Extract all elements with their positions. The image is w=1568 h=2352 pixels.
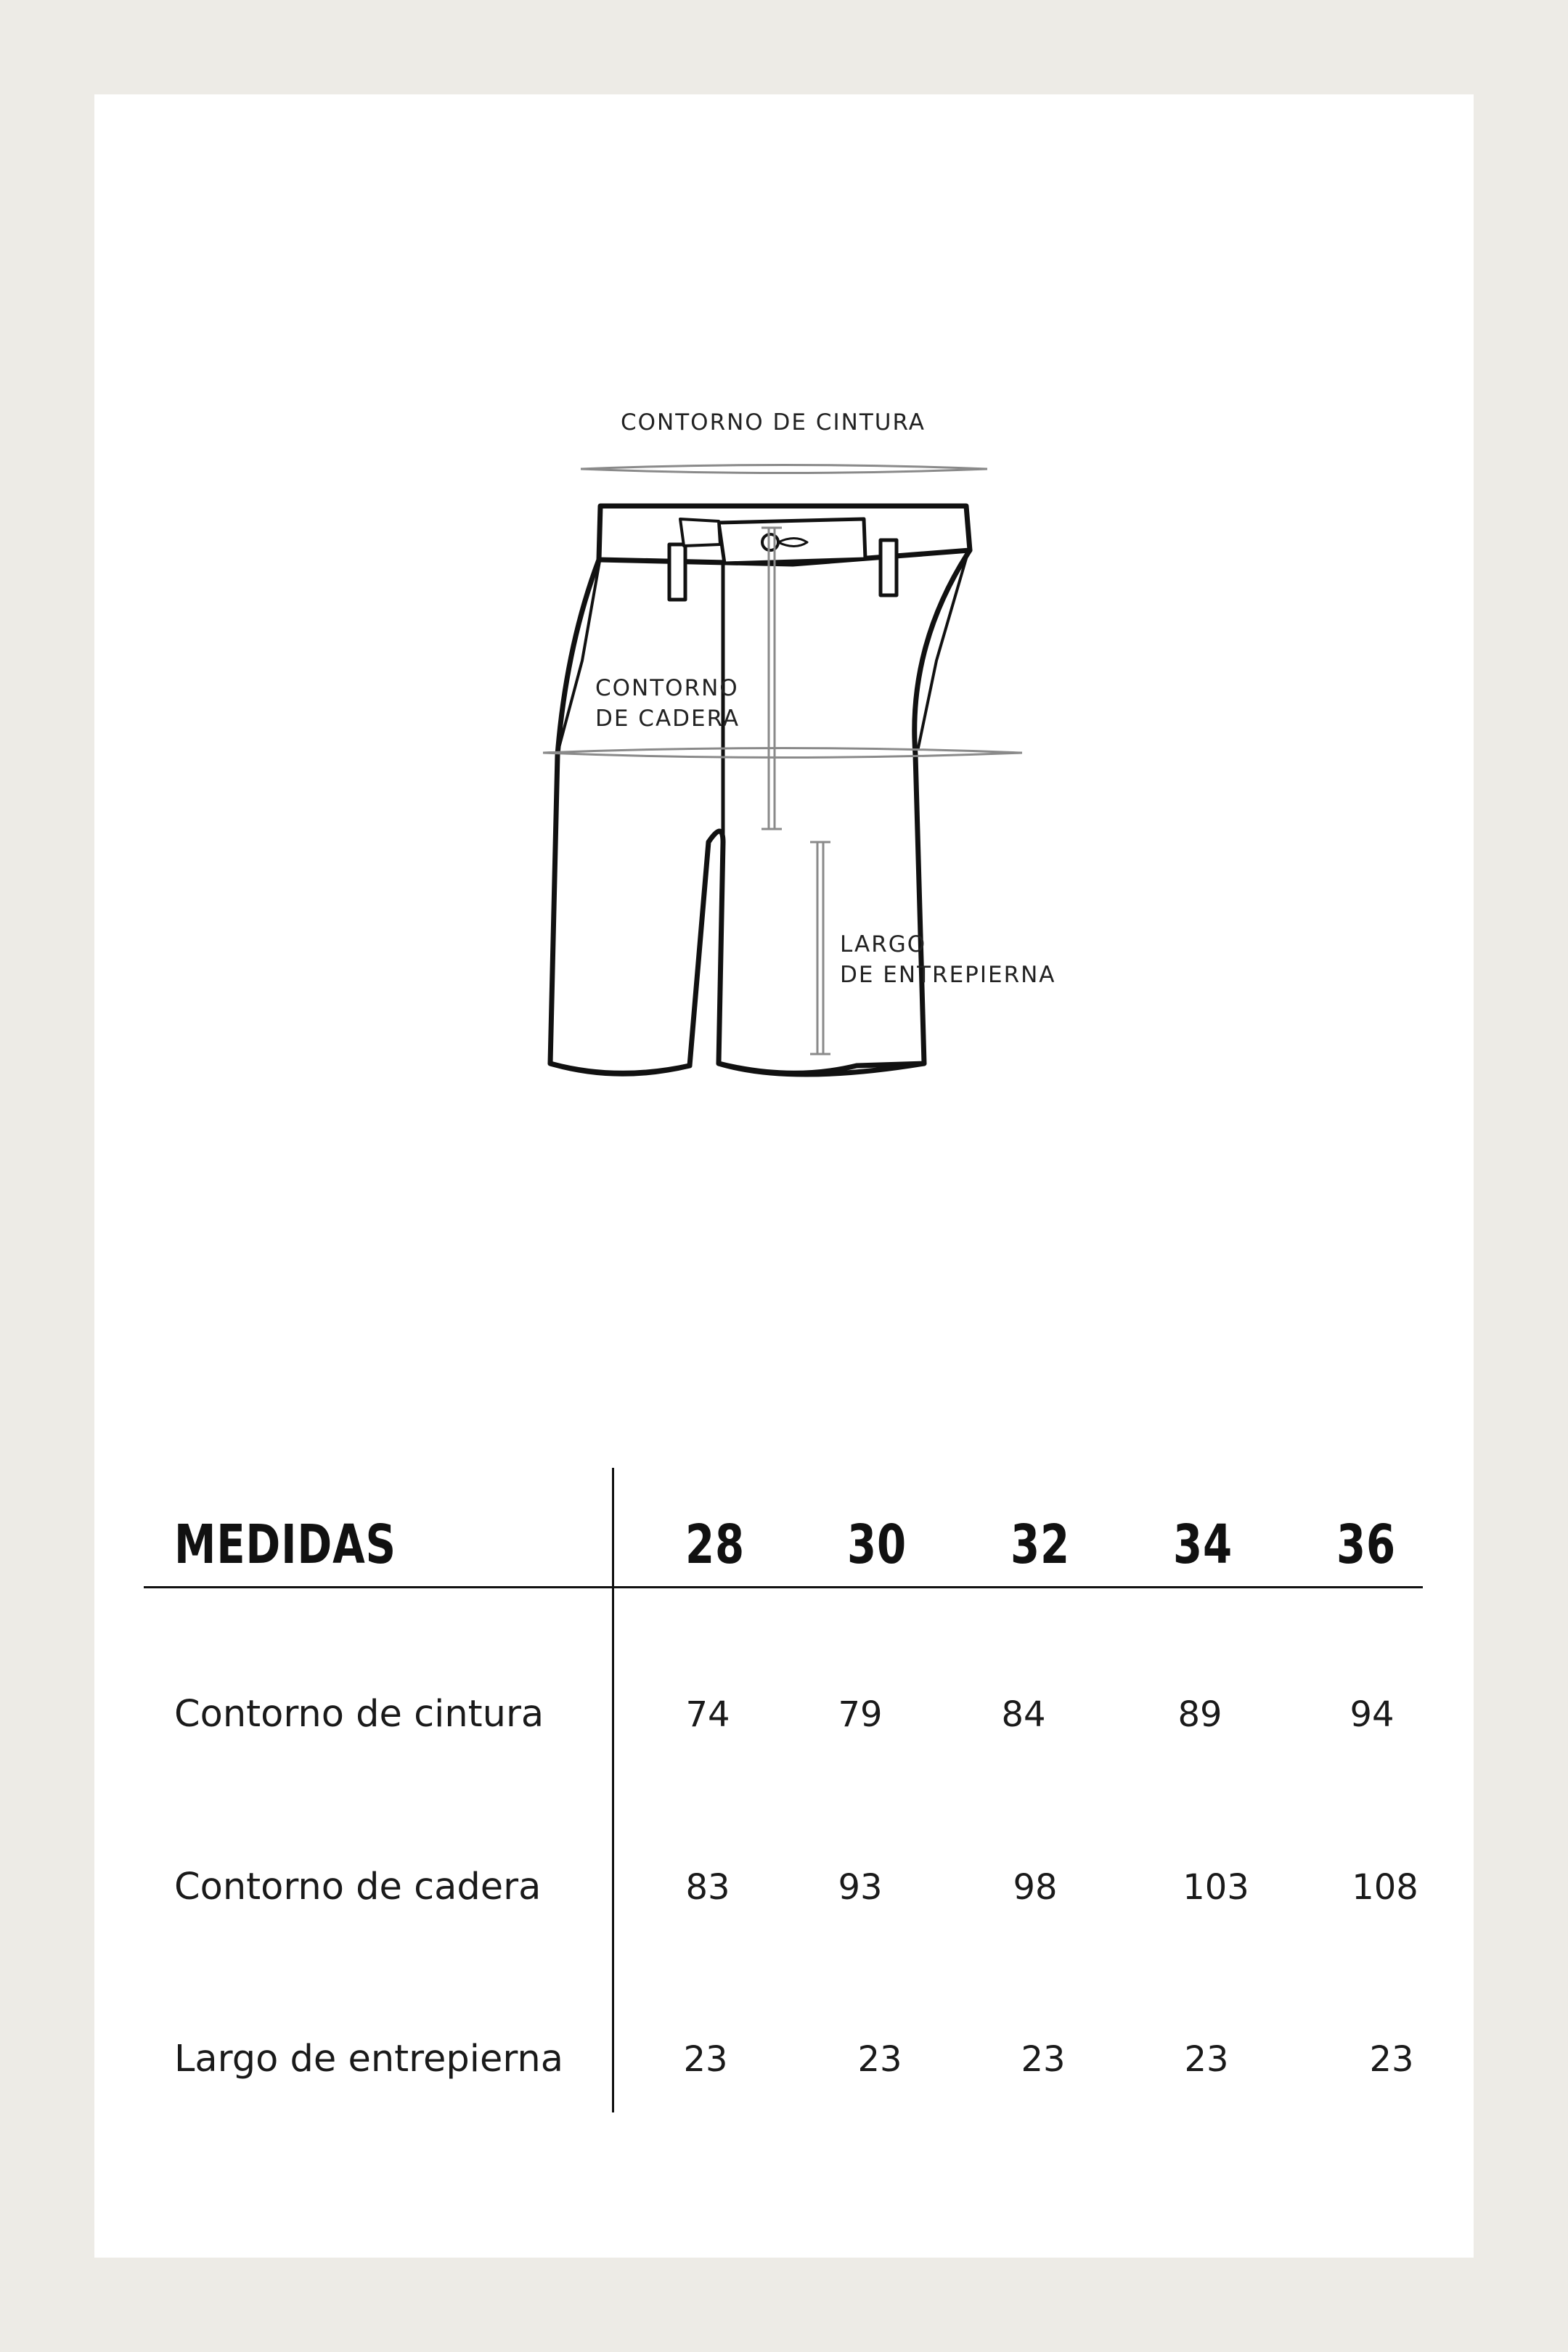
table-cell: 23 <box>1021 2039 1066 2080</box>
hip-measure-line-icon <box>543 748 1022 758</box>
size-chart-card <box>94 94 1474 2258</box>
inseam-label-line1: LARGO <box>840 931 927 957</box>
table-title: MEDIDAS <box>174 1514 396 1576</box>
table-cell: 23 <box>683 2039 728 2080</box>
waist-label: CONTORNO DE CINTURA <box>621 409 926 436</box>
table-cell: 98 <box>1013 1867 1058 1908</box>
size-header-32: 32 <box>1010 1514 1070 1576</box>
size-header-36: 36 <box>1336 1514 1396 1576</box>
table-cell: 93 <box>838 1867 883 1908</box>
table-cell: 83 <box>685 1867 730 1908</box>
table-cell: 23 <box>857 2039 902 2080</box>
table-cell: 23 <box>1369 2039 1414 2080</box>
hip-label-line1: CONTORNO <box>595 675 739 701</box>
waist-measure-line-icon <box>581 465 987 473</box>
table-cell: 74 <box>685 1694 730 1735</box>
table-column-divider <box>612 1468 614 2112</box>
table-cell: 89 <box>1177 1694 1222 1735</box>
table-cell: 103 <box>1183 1867 1249 1908</box>
table-cell: 108 <box>1352 1867 1418 1908</box>
size-header-28: 28 <box>685 1514 745 1576</box>
table-cell: 84 <box>1001 1694 1046 1735</box>
inseam-label <box>840 929 1056 990</box>
row-label-inseam: Largo de entrepierna <box>174 2038 563 2081</box>
table-cell: 79 <box>838 1694 883 1735</box>
table-cell: 23 <box>1184 2039 1229 2080</box>
inseam-measure-line-icon <box>810 842 830 1054</box>
size-header-34: 34 <box>1173 1514 1233 1576</box>
hip-label <box>595 673 740 734</box>
hip-label-line2: DE CADERA <box>595 706 740 732</box>
row-label-waist: Contorno de cintura <box>174 1693 544 1736</box>
table-header-divider <box>144 1586 1423 1588</box>
row-label-hip: Contorno de cadera <box>174 1866 542 1908</box>
table-cell: 94 <box>1349 1694 1395 1735</box>
rise-measure-line-icon <box>761 528 782 829</box>
inseam-label-line2: DE ENTREPIERNA <box>840 962 1056 988</box>
shorts-diagram <box>94 94 1474 1183</box>
size-header-30: 30 <box>847 1514 907 1576</box>
